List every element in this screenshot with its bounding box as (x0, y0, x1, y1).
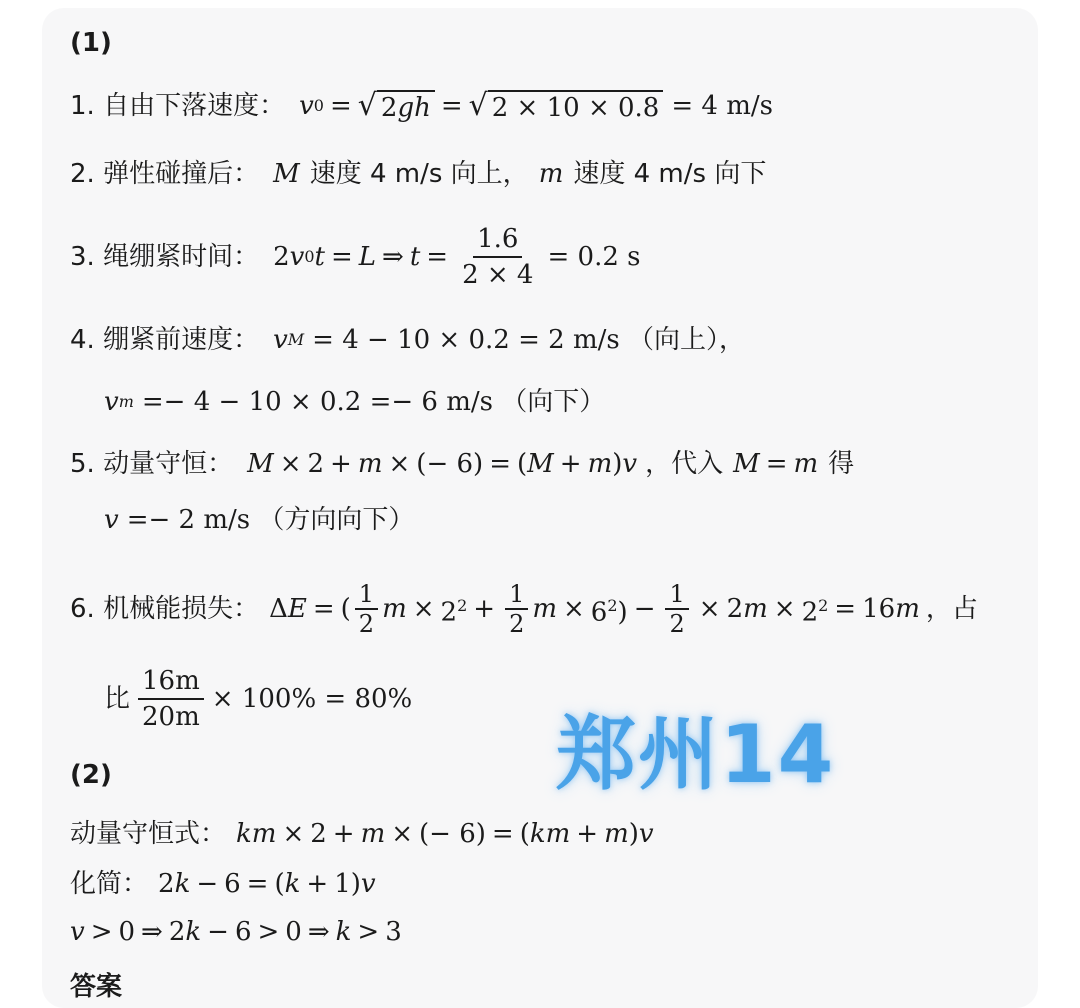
step-6-denominator: 20m (142, 702, 200, 732)
step-5-formula: M × 2 + m × (− 6) = ( M + m ) v (247, 449, 638, 479)
step-2-text-1: 速度 4 m/s 向上， (309, 159, 529, 189)
step-3-denominator: 2 × 4 (462, 260, 534, 290)
part-2-heading: (2) (70, 760, 112, 790)
step-4-rhs-2: =− 4 − 10 × 0.2 =− 6 m/s （向下） (141, 387, 606, 417)
step-1 (70, 88, 773, 124)
eq-2: 化简： 2 k − 6 = ( k + 1) v (70, 866, 376, 902)
step-3-numerator: 1.6 (473, 222, 522, 258)
step-6-ratio-label: 比 (104, 684, 131, 714)
step-2-label: 2. 弹性碰撞后： (70, 159, 260, 189)
step-6-numerator: 16m (138, 664, 204, 700)
watermark: 郑州14 (556, 708, 836, 801)
part-1-heading: (1) (70, 28, 112, 58)
eq-3: v > 0 ⇒ 2 k − 6 > 0 ⇒ k > 3 (70, 917, 402, 947)
step-6-line-2 (104, 664, 412, 734)
step-6-label: 6. 机械能损失： (70, 594, 260, 624)
eq-1-label: 动量守恒式： (70, 819, 227, 849)
step-5-end: 得 (828, 449, 855, 479)
step-3-formula: 2 v 0 t = L ⇒ t = $\frac{1.6}{2 \times 4}$ (273, 222, 541, 292)
step-6-end: ，占 (925, 594, 978, 624)
step-4-rhs-1: = 4 − 10 × 0.2 = 2 m/s （向上）， (312, 325, 745, 355)
step-4: 4. 绷紧前速度： v M = 4 − 10 × 0.2 = 2 m/s （向上）， (70, 322, 745, 358)
answer-heading-partial: 答案 (70, 972, 123, 1002)
step-5-mid: ，代入 (645, 449, 724, 479)
step-5-rhs-2: =− 2 m/s （方向向下） (126, 505, 415, 535)
step-6 (70, 580, 978, 638)
step-4-label: 4. 绷紧前速度： (70, 325, 260, 355)
step-1-result: = 4 m/s (671, 91, 773, 121)
step-6-formula: Δ E = ( $\frac{1}{2}$ m × $2^2$ + $\frac{1}{2}$ m × $6^2$) − $\frac{1}{2}$ × 2 m × $2^2$ = 16 m (269, 580, 920, 638)
step-3 (70, 222, 641, 292)
step-6-result: × 100% = 80% (211, 684, 413, 714)
eq-2-label: 化简： (70, 869, 149, 899)
step-5-label: 5. 动量守恒： (70, 449, 234, 479)
step-5: 5. 动量守恒： M × 2 + m × (− 6) = ( M + m ) v ，代入 M = m 得 (70, 446, 854, 482)
eq-1: 动量守恒式： km × 2 + m × (− 6) = ( km + m ) v (70, 816, 654, 852)
step-1-label: 1. 自由下落速度： (70, 91, 286, 121)
step-3-result: = 0.2 s (547, 242, 641, 272)
step-1-formula: v 0 = √ 2gh = √ 2 × 10 × 0.8 (299, 88, 663, 124)
step-2-text-2: 速度 4 m/s 向下 (573, 159, 767, 189)
step-3-label: 3. 绳绷紧时间： (70, 242, 260, 272)
step-2: 2. 弹性碰撞后： M 速度 4 m/s 向上， m 速度 4 m/s 向下 (70, 156, 766, 192)
step-5-line-2: v =− 2 m/s （方向向下） (104, 502, 414, 538)
step-4-line-2: v m =− 4 − 10 × 0.2 =− 6 m/s （向下） (104, 384, 605, 420)
